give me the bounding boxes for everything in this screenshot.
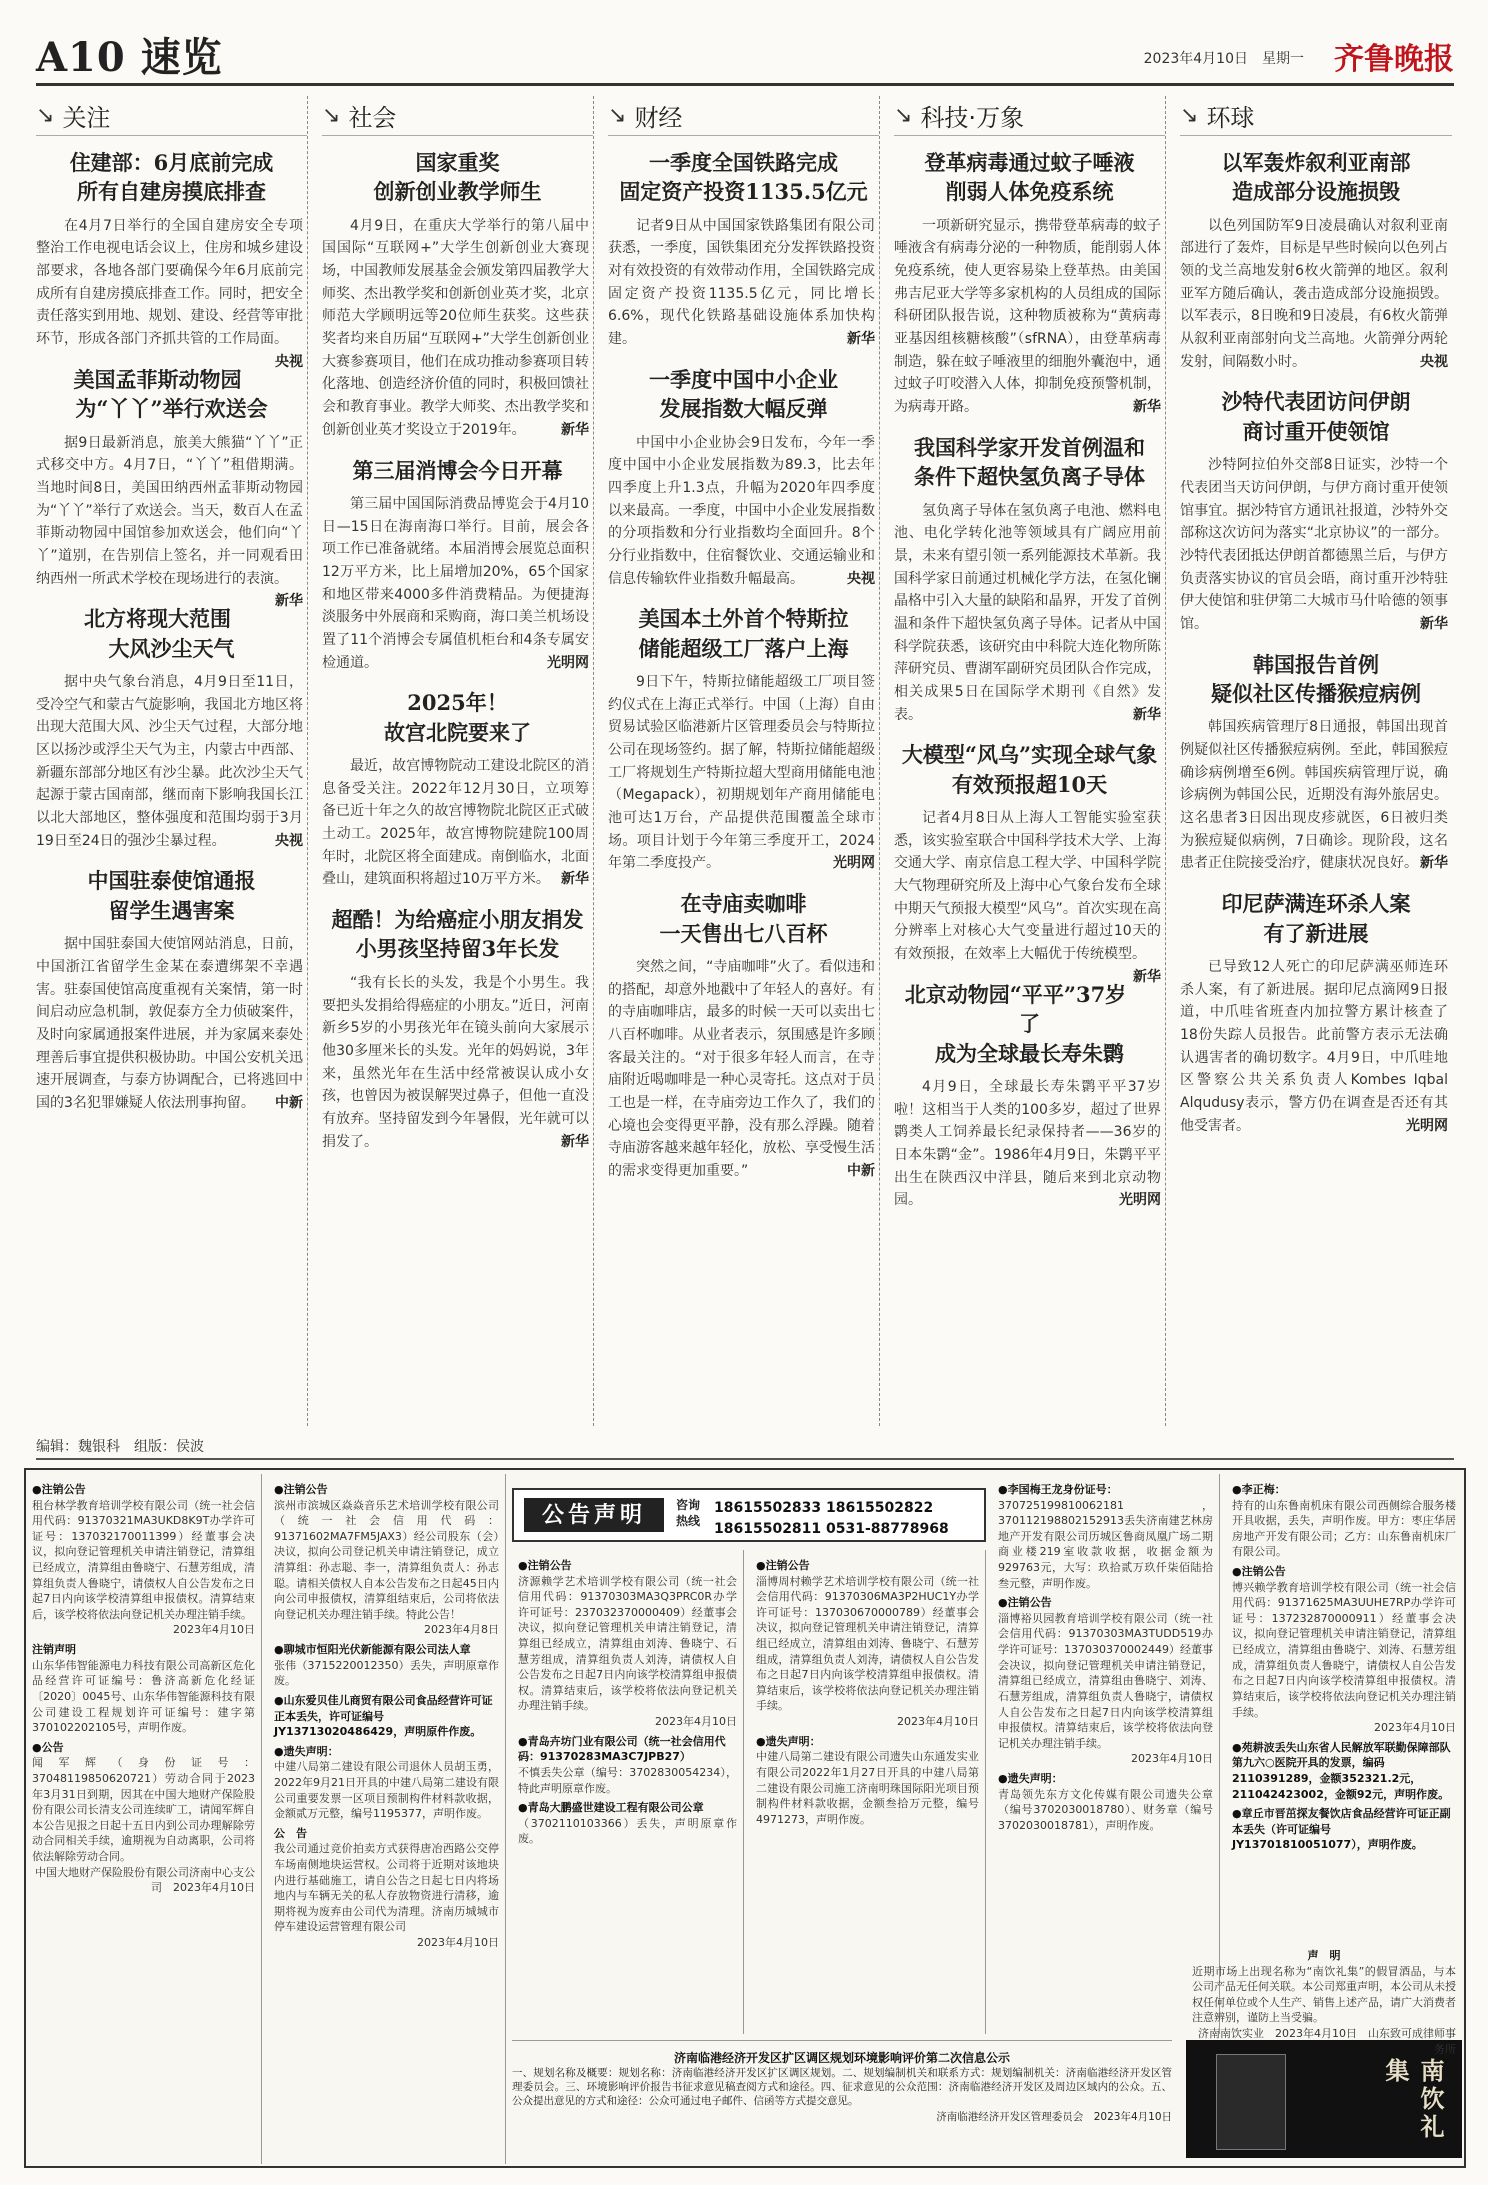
section-header [894, 96, 1165, 136]
headline-line: 北京动物园“平平”37岁了 [904, 981, 1127, 1037]
notice-column [750, 1550, 986, 2034]
article [608, 148, 879, 351]
notice-text: 闻军辉（身份证号：37048119850620721）劳动合同于2023年3月31日到期，因其在中国大地财产保险股份有限公司长清支公司连续旷工，请闻军辉自本公告见报之日起十五日内到公司办理解除劳动合同相关手续，逾期视为自动离职，公司将依法解除劳动合同。 [32, 1756, 255, 1864]
headline [608, 365, 879, 424]
article-text: 最近，故宫博物院动工建设北院区的消息备受关注。2022年12月30日，立项筹备已近十年之久的故宫博物院北院区正式破土动工。2025年，故宫博物院建院100周年时，北院区将全面建成。南倒临水，北面叠山，建筑面积将超过10万平方米。 [322, 758, 589, 888]
article-text: 突然之间，“寺庙咖啡”火了。看似违和的搭配，却意外地戳中了年轻人的喜好。有的寺庙咖啡店，最多的时候一天可以卖出七八百杯咖啡。从业者表示，氛围感是许多顾客最关注的。“对于很多年轻人而言，在寺庙附近喝咖啡是一种心灵寄托。这点对于员工也是一样，在寺庙旁边工作久了，我们的心境也会变得更平静，没有那么浮躁。随着寺庙游客越来越年轻化，放松、享受慢生活的需求变得更加重要。” [608, 958, 875, 1179]
headline-line: 第三届消博会今日开幕 [352, 457, 563, 483]
article-body [1180, 454, 1452, 635]
article-text: 4月9日，全球最长寿朱鹮平平37岁啦！这相当于人类的100多岁，超过了世界鹮类人工饲养最长纪录保持者——36岁的日本朱鹮“金”。1986年4月9日，朱鹮平平出生在陕西汉中洋县，随后来到北京动物园。 [894, 1078, 1161, 1209]
notice-title: ●注销公告 [756, 1559, 810, 1572]
section-label: 财经 [634, 104, 683, 132]
notice-title: ●公告 [32, 1740, 64, 1754]
article [894, 980, 1165, 1212]
article-body [322, 755, 593, 891]
article-text: 沙特阿拉伯外交部8日证实，沙特一个代表团当天访问伊朗，与伊方商讨重开使领馆事宜。据沙特官方通讯社报道，沙特外交部称这次访问为落实“北京协议”的一部分。沙特代表团抵达伊朗首都德黑兰后，与伊方负责落实协议的官员会晤，商讨重开沙特驻伊大使馆和驻伊第二大城市马什哈德的领事馆。 [1180, 457, 1448, 632]
headline-line: 2025年！ [407, 690, 508, 716]
headline-line: 有效预报超10天 [951, 771, 1108, 797]
article-text: 9日下午，特斯拉储能超级工厂项目签约仪式在上海正式举行。中国（上海）自由贸易试验区临港新片区管理委员会与特斯拉公司在现场签约。据了解，特斯拉储能超级工厂将规划生产特斯拉超大型商用储能电池（Megapack），初期规划年产商用储能电池可达1万台，产品提供范围覆盖全球市场。项目计划于今年第三季度开工，2024年第二季度投产。 [608, 674, 875, 872]
headline-line: 为“丫丫”举行欢送会 [75, 396, 268, 422]
phone-line: 18615502811 0531-88778968 [714, 1521, 949, 1537]
notice-date: 济南临港经济开发区管理委员会 2023年4月10日 [936, 2110, 1172, 2123]
section-label: 科技·万象 [920, 104, 1025, 132]
article-source: 新华 [1133, 706, 1161, 723]
article-body [894, 215, 1165, 419]
article-body [894, 500, 1165, 727]
banner-title: 公告声明 [524, 1498, 664, 1532]
article-body [36, 215, 307, 370]
article-text: 已导致12人死亡的印尼萨满巫师连环杀人案，有了新进展。据印尼点滴网9日报道，中爪哇省班查内加拉警方累计核查了18份失踪人员报告。此前警方表示无法确认遇害者的确切数字。4月9日，中爪哇地区警察公共关系负责人Kombes Iqbal Alqudusy表示，警方仍在调查是否还有其他受害者。 [1180, 958, 1448, 1134]
headline-line: 有了新进展 [1263, 920, 1369, 946]
article-source: 新华 [561, 871, 589, 888]
article [894, 148, 1165, 419]
phone-line: 18615502833 18615502822 [714, 1500, 934, 1516]
article-text: 4月9日，在重庆大学举行的第八届中国国际“互联网+”大学生创新创业大赛现场，中国教师发展基金会颁发第四届教学大师奖、杰出教学奖和创新创业英才奖，北京师范大学顾明远等20位师生获奖。这些获奖者均来自历届“互联网+”大学生创新创业大赛参赛项目，他们在成功推动参赛项目转化落地、创造经济价值的同时，积极回馈社会和教育事业。教学大师奖、杰出教学奖和创新创业英才奖设立于2019年。 [322, 217, 589, 438]
headline [36, 604, 307, 663]
article-body [1180, 716, 1452, 875]
headline-line: 印尼萨满连环杀人案 [1221, 891, 1411, 917]
headline [608, 604, 879, 663]
notice-text: 370725199810062181，370112198802152913丢失济南建艺林房地产开发有限公司历城区鲁商凤凰广场二期商业楼219室收款收据，收据金额为929763元，大写：玖拾贰万玖仟柒佰陆拾叁元整，声明作废。 [998, 1498, 1213, 1590]
article-body [322, 972, 593, 1153]
headline [36, 148, 307, 207]
headline-line: 疑似社区传播猴痘病例 [1211, 681, 1421, 707]
notice-title: ●李正梅： [1232, 1483, 1286, 1496]
article [36, 866, 307, 1114]
notice-date: 2023年4月10日 [417, 1936, 499, 1950]
notice-text: 博兴赖学教育培训学校有限公司（统一社会信用代码：91371625MA3UUHE7RP办学许可证号：137232870000911）经董事会决议，拟向登记管理机关申请注销登记，清算组已经成立，清算组由鲁晓宁、刘涛、石慧芳组成，清算组负责人鲁晓宁，请债权人自公告发布之日起7日内向该学校清算组申报债权。清算结束后，该学校将依法向登记机关办理注销手续。 [1232, 1580, 1456, 1719]
page-number: A10 速览 [36, 34, 223, 81]
headline-line: 创新创业教学师生 [373, 179, 542, 205]
article-text: 一项新研究显示，携带登革病毒的蚊子唾液含有病毒分泌的一种物质，能削弱人体免疫系统，使人更容易染上登革热。由美国弗吉尼亚大学等多家机构的人员组成的国际科研团队报告说，这种物质被称为“黄病毒亚基因组核糖核酸”（sfRNA），由登革病毒制造，躲在蚊子唾液里的细胞外囊泡中，通过蚊子叮咬潜入人体，抑制免疫预警机制，为病毒开路。 [894, 217, 1161, 416]
notice-title: ●注销公告 [32, 1483, 86, 1496]
notice-title: ●遗失声明： [274, 1744, 339, 1758]
article [608, 365, 879, 590]
notice-title: ●山东爱贝佳儿商贸有限公司食品经营许可证正本丢失，许可证编号JY13713020486429，声明原件作废。 [274, 1693, 493, 1739]
article [36, 365, 307, 610]
news-column [36, 96, 308, 1426]
headline-line: 大模型“风乌”实现全球气象 [901, 742, 1158, 768]
statement-notice [1186, 1940, 1462, 2056]
notice-title: 公 告 [274, 1826, 307, 1840]
news-columns [36, 96, 1454, 1426]
notice-text: 一、规划名称及概要：规划名称：济南临港经济开发区扩区调区规划。二、规划编制机关和联系方式：规划编制机关：济南临港经济开发区管理委员会。三、环境影响评价报告书征求意见稿查阅方式和途径。四、征求意见的公众范围：济南临港经济开发区及周边区域内的公众。五、公众提出意见的方式和途径：公众可通过电子邮件、信函等方式提交意见。 [512, 2067, 1172, 2108]
notice-text: 租台林学教育培训学校有限公司（统一社会信用代码：91370321MA3UKD8K9T办学许可证号：137032170011399）经董事会决议，拟向登记管理机关申请注销登记，清算组已经成立，清算组由鲁晓宁、石慧芳组成，清算组负责人鲁晓宁，请债权人自公告发布之日起7日内向该学校清算组申报债权。清算结束后，该学校将依法向登记机关办理注销手续。 [32, 1498, 255, 1621]
notice-title: ●注销公告 [518, 1559, 572, 1572]
article-text: 第三届中国国际消费品博览会于4月10日—15日在海南海口举行。目前，展会各项工作已准备就绪。本届消博会展览总面积12万平方米，比上届增加20%，65个国家和地区带来4000多件消费精品。为便捷海淡服务中外展商和采购商，海口美兰机场设置了11个消博会专属值机柜台和4条专属安检通道。 [322, 495, 589, 671]
headline [322, 456, 593, 485]
headline-line: 住建部：6月底前完成 [69, 150, 274, 175]
article-source: 新华 [1133, 399, 1161, 416]
headline [1180, 148, 1452, 207]
article [1180, 387, 1452, 635]
headline-line: 国家重奖 [415, 150, 500, 175]
article-body [894, 1076, 1165, 1212]
article-body [894, 807, 1165, 985]
article [322, 148, 593, 442]
article-source: 光明网 [1406, 1117, 1448, 1134]
article-text: 据中央气象台消息，4月9日至11日，受冷空气和蒙古气旋影响，我国北方地区将出现大范围大风、沙尘天气过程，大部分地区以扬沙或浮尘天气为主，内蒙古中西部、新疆东部部分地区有沙尘暴。此次沙尘天气起源于蒙古国南部，继而南下影响我国长江以北大部地区，整体强度和范围均弱于3月19日至24日的强沙尘暴过程。 [36, 674, 303, 849]
section-arrow-icon: ↘ [36, 103, 55, 128]
article-text: 在4月7日举行的全国自建房安全专项整治工作电视电话会议上，住房和城乡建设部要求，各地各部门要确保今年6月底前完成所有自建房摸底排查工作。同时，把安全责任落实到用地、规划、建设、经营等审批环节，形成各部门齐抓共管的工作局面。 [36, 217, 303, 348]
notice-text: 济源赖学艺术培训学校有限公司（统一社会信用代码：91370303MA3Q3PRC0R办学许可证号：237032370000409）经董事会决议，拟向登记管理机关申请注销登记，清算组已经成立，清算组由刘涛、鲁晓宁、石慧芳组成，清算组负责人刘涛，请债权人自公告发布之日起7日内向该学校清算组申报债权。清算结束后，该学校将依法向登记机关办理注销手续。 [518, 1574, 737, 1713]
notice-title: 注销声明 [32, 1643, 76, 1657]
article-body [1180, 956, 1452, 1137]
planning-notice [512, 2040, 1172, 2158]
headline-line: 储能超级工厂落户上海 [638, 635, 849, 661]
headline [322, 148, 593, 207]
article [36, 148, 307, 370]
notice-title: ●遗失声明： [998, 1771, 1063, 1785]
section-header [1180, 96, 1452, 136]
article-text: 中国中小企业协会9日发布，今年一季度中国中小企业发展指数为89.3，比去年四季度上升1.3点，升幅为2020年四季度以来最高。一季度，中国中小企业发展指数的分项指数和分行业指数均全面回升。8个分行业指数中，住宿餐饮业、交通运输业和信息传输软件业指数升幅最高。 [608, 434, 875, 587]
classified-ads [24, 1468, 1466, 2168]
headline [36, 866, 307, 925]
notice-text: 山东华伟智能源电力科技有限公司高新区危化品经营许可证编号：鲁济高新危化经证〔2020〕0045号、山东华伟智能源科技有限公司建设工程规划许可证编号：建字第370102202105号，声明作废。 [32, 1658, 255, 1735]
article-source: 新华 [1420, 615, 1448, 632]
article-source: 光明网 [833, 855, 875, 872]
hotline-phones [714, 1498, 949, 1540]
headline-line: 一天售出七八百杯 [659, 920, 828, 946]
article-source: 央视 [1420, 353, 1448, 370]
masthead [36, 18, 1454, 86]
notice-text: 淄博裕贝园教育培训学校有限公司（统一社会信用代码：91370303MA3TUDD519办学许可证号：137030370002449）经董事会决议，拟向登记管理机关申请注销登记，清算组已经成立，清算组由鲁晓宁、刘涛、石慧芳组成，清算组负责人鲁晓宁，请债权人自公告发布之日起7日内向该学校清算组申报债权。清算结束后，该学校将依法向登记机关办理注销手续。 [998, 1611, 1213, 1750]
headline-line: 在寺庙卖咖啡 [680, 891, 807, 917]
headline [894, 433, 1165, 492]
headline [894, 740, 1165, 799]
notice-text: 我公司通过竞价拍卖方式获得唐冶西路公交停车场南侧地块运营权。公司将于近期对该地块内进行基础施工，请自公告之日起七日内将场地内与车辆无关的私人存放物资进行清移，逾期将视为废弃由公司代为清理。济南历城城市停车建设运营管理有限公司 [274, 1842, 499, 1934]
section-label: 关注 [62, 104, 111, 132]
article-body [36, 671, 307, 852]
headline-line: 中国驻泰使馆通报 [87, 868, 256, 894]
headline-line: 韩国报告首例 [1253, 651, 1379, 677]
notice-title: ●注销公告 [274, 1483, 328, 1496]
headline-line: 美国本土外首个特斯拉 [638, 606, 849, 632]
article-text: “我有长长的头发，我是个小男生。我要把头发捐给得癌症的小朋友。”近日，河南新乡5岁的小男孩光年在镜头前向大家展示他30多厘米长的头发。光年的妈妈说，3年来，虽然光年在生活中经常被误认成小女孩，也曾因为被误解哭过鼻子，但他一直没有放弃。坚持留发到今年暑假，光年就可以捐发了。 [322, 974, 589, 1150]
hotline-label: 咨询热线 [676, 1498, 701, 1528]
article [322, 905, 593, 1153]
article [1180, 889, 1452, 1137]
notice-text: 滨州市滨城区焱焱音乐艺术培训学校有限公司（统一社会信用代码：91371602MA7FM5JAX3）经公司股东（会）决议，拟向公司登记机关申请注销登记，成立清算组：孙志聪、李一，清算组负责人：孙志聪。请相关债权人自本公告发布之日起45日内向公司申报债权，清算组结束后，公司将依法向登记机关办理注销手续。特此公告！ [274, 1498, 499, 1621]
notice-title: 济南临港经济开发区扩区调区规划环境影响评价第二次信息公示 [673, 2051, 1010, 2065]
headline-line: 登革病毒通过蚊子唾液 [924, 150, 1135, 175]
headline-line: 条件下超快氢负离子导体 [914, 464, 1145, 490]
notice-date: 2023年4月8日 [424, 1623, 499, 1637]
article-source: 新华 [561, 421, 589, 438]
notice-date: 2023年4月10日 [173, 1623, 255, 1637]
section-label: 环球 [1206, 104, 1255, 132]
article-body [608, 671, 879, 875]
notice-date: 2023年4月10日 [1131, 1752, 1213, 1766]
notice-title: ●青岛大鹏盛世建设工程有限公司公章 [518, 1801, 704, 1815]
notice-text: 不慎丢失公章（编号：3702830054234），特此声明原章作废。 [518, 1765, 737, 1795]
notice-column [26, 1474, 262, 2164]
statement-text: 近期市场上出现名称为“南饮礼集”的假冒酒品，与本公司产品无任何关联。本公司郑重声明，本公司从未授权任何单位或个人生产、销售上述产品，请广大消费者注意辨别，谨防上当受骗。 [1192, 1964, 1456, 2025]
notice-title: ●苑耕波丢失山东省人民解放军联勤保障部队第九六○医院开具的发票，编码2110391289，金额352321.2元，211042423002，金额92元，声明作废。 [1232, 1740, 1451, 1801]
notice-title: ●青岛卉坊门业有限公司（统一社会信用代码：91370283MA3C7JPB27） [518, 1734, 726, 1764]
headline [322, 688, 593, 747]
notice-text: 张伟（3715220012350）丢失，声明原章作废。 [274, 1658, 499, 1688]
article-source: 新华 [1420, 855, 1448, 872]
headline-line: 沙特代表团访问伊朗 [1221, 389, 1411, 415]
notice-text: 中建八局第二建设有限公司遗失山东通发实业有限公司2022年1月27日开具的中建八局第二建设有限公司施工济南明珠国际阳光项目预制构件材料款收据，金额叁拾万元整，编号4971273，声明作废。 [756, 1750, 979, 1826]
notice-title: ●李国梅王龙身份证号： [998, 1483, 1118, 1496]
article-source: 光明网 [1119, 1192, 1161, 1209]
notice-text: 淄博周村赖学艺术培训学校有限公司（统一社会信用代码：91370306MA3P2HUC1Y办学许可证号：137030670000789）经董事会决议，拟向登记管理机关申请注销登记，清算组已经成立，清算组由刘涛、鲁晓宁、石慧芳组成，清算组负责人刘涛，请债权人自公告发布之日起7日内向该学校清算组申报债权。清算结束后，该学校将依法向登记机关办理注销手续。 [756, 1574, 979, 1713]
headline [608, 148, 879, 207]
headline-line: 留学生遇害案 [108, 897, 235, 923]
article-source: 中新 [275, 1094, 303, 1111]
article [1180, 650, 1452, 875]
section-arrow-icon: ↘ [894, 103, 913, 128]
section-arrow-icon: ↘ [1180, 103, 1199, 128]
article-body [608, 215, 879, 351]
article [36, 604, 307, 852]
article-text: 以色列国防军9日凌晨确认对叙利亚南部进行了轰炸，目标是早些时候向以色列占领的戈兰高地发射6枚火箭弹的地区。叙利亚军方随后确认，袭击造成部分设施损毁。以军表示，8日晚和9日凌晨，有6枚火箭弹从叙利亚南部射向戈兰高地。火箭弹分两轮发射，间隔数小时。 [1180, 217, 1448, 370]
notice-text: 中建八局第二建设有限公司退休人员胡玉勇，2022年9月21日开具的中建八局第二建设有限公司重要发票一区项目预制构件材料款收据，金额贰万元整，编号1195377，声明作废。 [274, 1760, 499, 1821]
article-source: 新华 [847, 331, 875, 348]
headline [1180, 387, 1452, 446]
article-source: 新华 [561, 1133, 589, 1150]
article [608, 604, 879, 875]
headline [894, 148, 1165, 207]
article-body [608, 432, 879, 591]
notice-date: 中国大地财产保险股份有限公司济南中心支公司 2023年4月10日 [35, 1865, 255, 1895]
article-source: 央视 [847, 570, 875, 587]
article-text: 据9日最新消息，旅美大熊猫“丫丫”正式移交中方。4月7日，“丫丫”租借期满。当地时间8日，美国田纳西州孟菲斯动物园为“丫丫”举行了欢送会。当天，数百人在孟菲斯动物园中国馆参加欢送会，他们向“丫丫”道别，在告别信上签名，并一同观看田纳西州一所武术学校在现场进行的表演。 [36, 434, 303, 587]
section-arrow-icon: ↘ [608, 103, 627, 128]
notice-date: 2023年4月10日 [897, 1715, 979, 1729]
section-arrow-icon: ↘ [322, 103, 341, 128]
headline [894, 980, 1165, 1068]
article-source: 央视 [275, 832, 303, 849]
article-source: 光明网 [547, 654, 589, 671]
notice-title: ●注销公告 [998, 1596, 1052, 1610]
announcement-banner [512, 1488, 986, 1542]
headline [1180, 650, 1452, 709]
headline-line: 一季度全国铁路完成 [649, 150, 838, 175]
liquor-advertisement [1186, 2040, 1462, 2158]
section-header [322, 96, 593, 136]
article-source: 新华 [275, 593, 303, 610]
headline-line: 超酷！为给癌症小朋友捐发 [331, 907, 584, 933]
article-body [322, 493, 593, 674]
headline-line: 所有自建房摸底排查 [77, 179, 266, 205]
headline [322, 905, 593, 964]
divider [36, 1458, 1454, 1460]
liquor-brand: 南饮礼集 [1381, 2058, 1445, 2142]
headline-line: 一季度中国中小企业 [649, 366, 838, 392]
news-column [894, 96, 1166, 1426]
headline [36, 365, 307, 424]
notice-date: 2023年4月10日 [1374, 1721, 1456, 1735]
notice-text: （3702110103366）丢失，声明原章作废。 [518, 1816, 737, 1846]
section-label: 社会 [348, 104, 397, 132]
article-text: 韩国疾病管理厅8日通报，韩国出现首例疑似社区传播猴痘病例。至此，韩国猴痘确诊病例增至6例。韩国疾病管理厅说，确诊病例为韩国公民，近期没有海外旅居史。这名患者3日因出现皮疹就医，6日被归类为猴痘疑似病例，7日确诊。现阶段，这名患者正住院接受治疗，健康状况良好。 [1180, 719, 1448, 872]
article-body [608, 956, 879, 1183]
news-column [608, 96, 880, 1426]
headline-line: 我国科学家开发首例温和 [914, 434, 1145, 460]
headline [608, 889, 879, 948]
news-column [1180, 96, 1452, 1426]
headline-line: 发展指数大幅反弹 [659, 396, 828, 422]
article-body [1180, 215, 1452, 374]
notice-column [268, 1474, 506, 2164]
article [322, 456, 593, 675]
headline [1180, 889, 1452, 948]
headline-line: 故宫北院要来了 [384, 719, 531, 745]
article-text: 氢负离子导体在氢负离子电池、燃料电池、电化学转化池等领域具有广阔应用前景，未来有望引领一系列能源技术革新。我国科学家日前通过机械化学方法，在氢化镧晶格中引入大量的缺陷和晶界，开发了首例温和条件下超快氢负离子导体。记者从中国科学院获悉，该研究由中科院大连化物所陈萍研究员、曹湖军副研究员团队合作完成，相关成果5日在国际学术期刊《自然》发表。 [894, 502, 1161, 723]
headline-line: 成为全球最长寿朱鹮 [935, 1040, 1124, 1066]
article [322, 688, 593, 891]
headline-line: 商讨重开使领馆 [1242, 418, 1390, 444]
article-body [36, 933, 307, 1114]
statement-title: 声 明 [1307, 1949, 1341, 1962]
article-source: 央视 [275, 353, 303, 370]
article-text: 记者4月8日从上海人工智能实验室获悉，该实验室联合中国科学技术大学、上海交通大学、南京信息工程大学、中国科学院大气物理研究所及上海中心气象台发布全球中期天气预报大模型“风乌”。首次实现在高分辨率上对核心大气变量进行超过10天的有效预报，在效率上大幅优于传统模型。 [894, 810, 1161, 963]
headline-line: 造成部分设施损毁 [1232, 179, 1400, 205]
article [894, 740, 1165, 985]
section-header [36, 96, 307, 136]
notice-text: 青岛领先东方文化传媒有限公司遗失公章（编号3702030018780）、财务章（编号3702030018781），声明作废。 [998, 1787, 1213, 1832]
article [894, 433, 1165, 727]
article-source: 中新 [847, 1162, 875, 1179]
notice-text: 持有的山东鲁南机床有限公司西侧综合服务楼开具收据，丢失，声明作废。甲方：枣庄华居房地产开发有限公司；乙方：山东鲁南机床厂有限公司。 [1232, 1498, 1456, 1559]
editor-credits: 编辑：魏银科 组版：侯波 [36, 1439, 204, 1455]
headline-line: 美国孟菲斯动物园 [73, 366, 242, 392]
headline-line: 小男孩坚持留3年长发 [355, 936, 560, 962]
notice-date: 2023年4月10日 [655, 1715, 737, 1729]
statement-date: 济南南饮实业 2023年4月10日 山东致可成律师事务所 [1198, 2027, 1456, 2056]
article-body [322, 215, 593, 442]
newspaper-logo: 齐鲁晚报 [1334, 42, 1454, 77]
article-text: 据中国驻泰国大使馆网站消息，日前，中国浙江省留学生金某在泰遭绑架不幸遇害。驻泰国使馆高度重视有关案情，第一时间启动应急机制，敦促泰方全力侦破案件，及时向家属通报案件进展，并为家属来泰处理善后事宜提供积极协助。中国公安机关迅速开展调查，与泰方协调配合，已将逃回中国的3名犯罪嫌疑人依法刑事拘留。 [36, 936, 303, 1111]
article-text: 记者9日从中国国家铁路集团有限公司获悉，一季度，国铁集团充分发挥铁路投资对有效投资的有效带动作用，全国铁路完成固定资产投资1135.5亿元，同比增长6.6%，现代化铁路基础设施体系加快构建。 [608, 217, 875, 348]
headline-line: 北方将现大范围 [84, 606, 231, 632]
headline-line: 削弱人体免疫系统 [945, 179, 1114, 205]
headline-line: 以军轰炸叙利亚南部 [1221, 150, 1411, 175]
issue-date: 2023年4月10日 星期一 [1143, 51, 1304, 67]
notice-title: ●注销公告 [1232, 1565, 1286, 1579]
notice-column [512, 1550, 744, 2034]
article [608, 889, 879, 1183]
notice-title: ●遗失声明： [756, 1734, 821, 1748]
notice-title: ●章丘市晋茁探友餐饮店食品经营许可证正副本丢失（许可证编号JY13701810051077），声明作废。 [1232, 1807, 1451, 1852]
notice-title: ●聊城市恒阳光伏新能源有限公司法人章 [274, 1643, 471, 1657]
news-column [322, 96, 594, 1426]
article-body [36, 432, 307, 610]
section-header [608, 96, 879, 136]
article [1180, 148, 1452, 373]
headline-line: 固定资产投资1135.5亿元 [619, 179, 868, 205]
liquor-bottle-image [1216, 2054, 1286, 2150]
article-source: 新华 [1133, 968, 1161, 985]
headline-line: 大风沙尘天气 [108, 635, 235, 661]
